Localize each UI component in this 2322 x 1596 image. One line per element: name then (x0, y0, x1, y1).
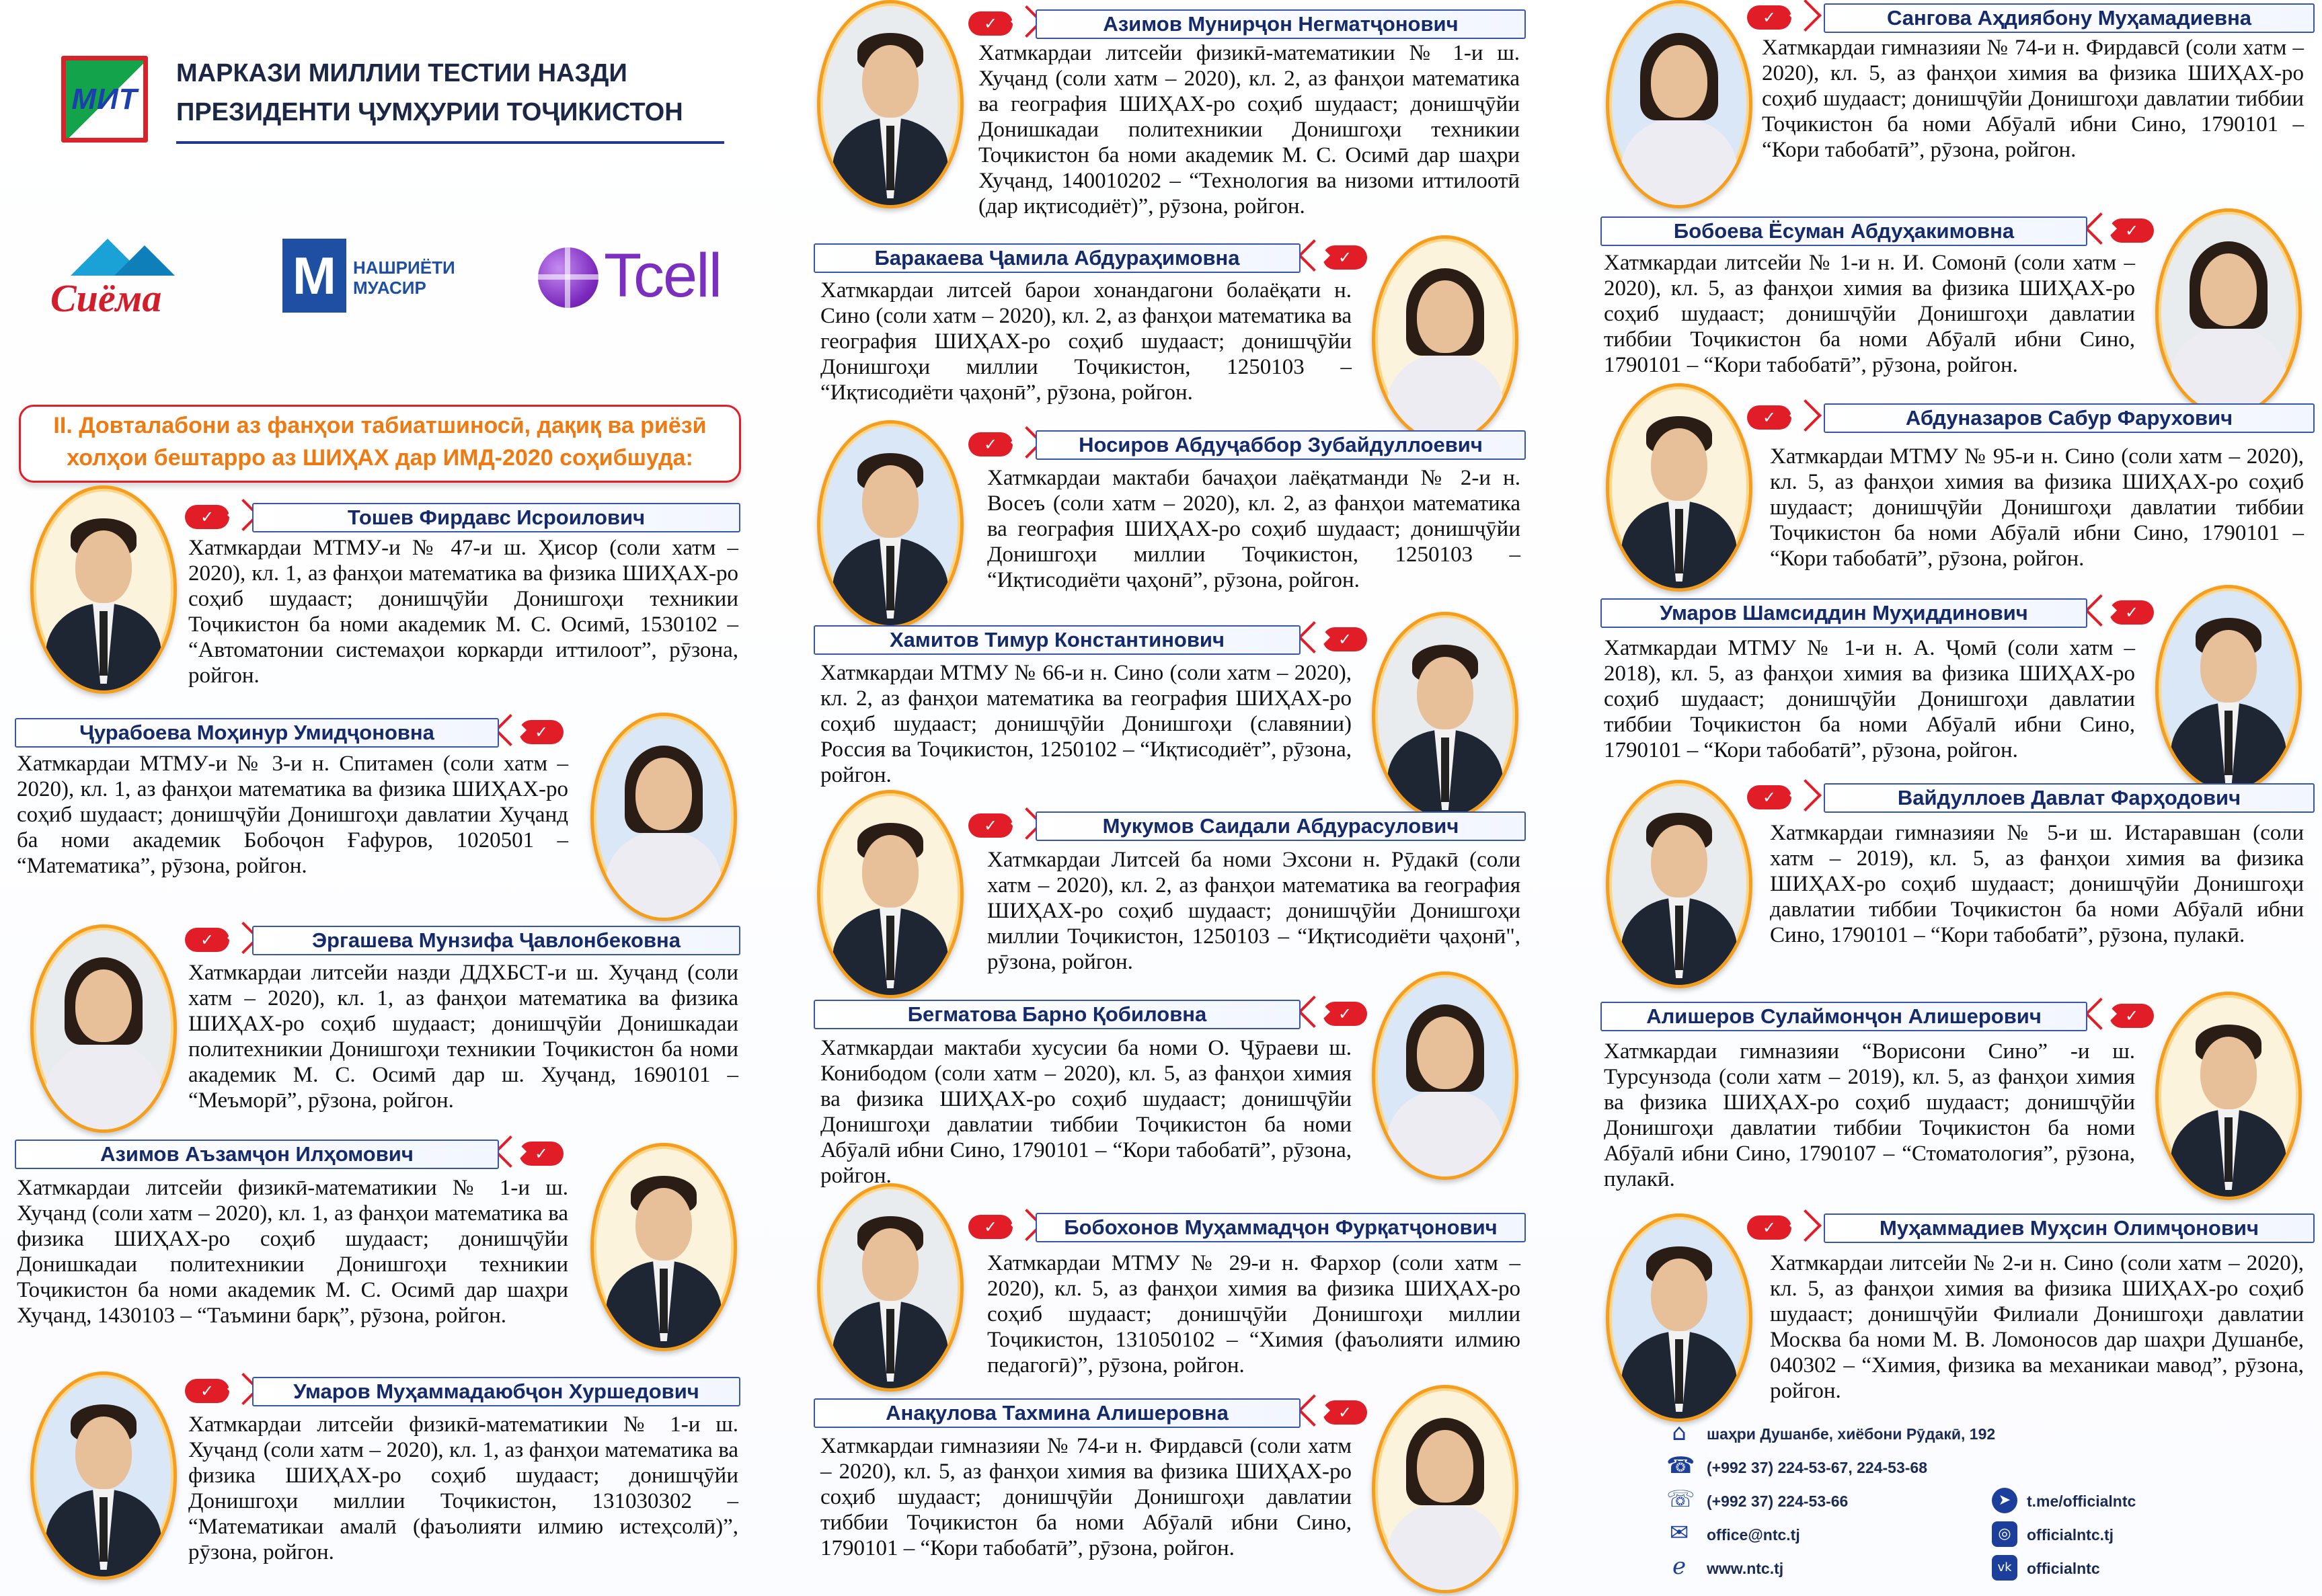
student-photo (1372, 971, 1518, 1180)
student-name: Муҳаммадиев Муҳсин Олимҷонович (1824, 1213, 2315, 1243)
student-name: Бобохонов Муҳаммадҷон Фурқатҷонович (1036, 1213, 1526, 1242)
organization-title (176, 54, 728, 132)
check-badge-icon (498, 1139, 564, 1167)
student-bio: Хатмкардаи литсейи физикӣ-математикии № 1-и ш. Хуҷанд (соли хатм – 2020), кл. 1, аз фанҳои математика ва физика ШИҲАХ-ро соҳиб шудааст; донишҷӯйи Донишкадаи политехникии Донишгоҳи техникии Тоҷикистон ба номи академик М. С. Осимӣ дар шаҳри Хуҷанд, 1430103 – “Таъмини барқ”, рӯзона, ройгон. (17, 1176, 568, 1328)
check-badge-icon (2088, 598, 2154, 626)
student-name: Баракаева Ҷамила Абдураҳимовна (814, 243, 1301, 273)
checkmark-icon: ✓ (2110, 218, 2154, 243)
student-bio: Хатмкардаи литсейи физикӣ-математикии № 1-и ш. Хуҷанд (соли хатм – 2020), кл. 1, аз фанҳои математика ва физика ШИҲАХ-ро соҳиб шудааст; донишҷӯйи Донишгоҳи миллии Тоҷикистон, 131030302 – “Математикаи амалӣ (фаъолияти илмию истеҳсолӣ)”, рӯзона, ройгон. (188, 1412, 738, 1564)
contact-instagram[interactable]: officialntc.tj (2027, 1526, 2114, 1544)
contact-phone-2: (+992 37) 224-53-66 (1707, 1492, 1849, 1510)
checkmark-icon: ✓ (185, 505, 229, 529)
sponsor-tcell-logo: Tcell (538, 241, 720, 315)
org-line-2: ПРЕЗИДЕНТИ ҶУМҲУРИИ ТОҶИКИСТОН (176, 98, 683, 126)
check-badge-icon (185, 925, 251, 953)
student-name: Азимов Мунирҷон Негматҷонович (1036, 9, 1526, 39)
student-bio: Хатмкардаи Литсей ба номи Эхсони н. Рӯдакӣ (соли хатм – 2020), кл. 2, аз фанҳои математика ва география ШИҲАХ-ро соҳиб шудааст; донишҷӯйи Донишгоҳи миллии Тоҷикистон, 1250103 – “Иқтисодиёти ҷаҳонӣ", рӯзона, ройгон. (987, 848, 1520, 974)
student-bio: Хатмкардаи литсейи назди ДДХБСТ-и ш. Хуҷанд (соли хатм – 2020), кл. 1, аз фанҳои математика ва физика ШИҲАХ-ро соҳиб шудааст; донишҷӯйи Донишкадаи политехникии Донишгоҳи техникии Тоҷикистон ба номи академик М. С. Осимӣ дар ш. Хуҷанд, 1690101 – “Меъморӣ”, рӯзона, ройгон. (188, 961, 738, 1113)
student-name: Носиров Абдуҷаббор Зубайдуллоевич (1036, 430, 1526, 460)
contact-vk[interactable]: officialntc (2027, 1560, 2100, 1577)
sponsor-siyoma-logo: Сиёма (50, 239, 178, 323)
student-photo (1606, 0, 1752, 208)
check-badge-icon (498, 717, 564, 746)
check-badge-icon (968, 1212, 1034, 1240)
checkmark-icon: ✓ (1323, 245, 1367, 270)
student-photo (817, 790, 964, 998)
student-photo (817, 1183, 964, 1392)
student-name: Умаров Муҳаммадаюбҷон Хуршедович (252, 1377, 740, 1406)
student-photo (2155, 585, 2302, 793)
checkmark-icon: ✓ (968, 432, 1013, 456)
check-badge-icon (185, 1376, 251, 1404)
check-badge-icon (2088, 216, 2154, 244)
checkmark-icon: ✓ (968, 11, 1013, 36)
checkmark-icon: ✓ (2110, 600, 2154, 625)
fax-icon: ☏ (1666, 1486, 1695, 1513)
checkmark-icon: ✓ (1323, 1002, 1367, 1026)
checkmark-icon: ✓ (519, 1142, 564, 1166)
student-name: Анақулова Тахмина Алишеровна (814, 1398, 1301, 1428)
student-bio: Хатмкардаи литсей барои хонандагони болаёқати н. Сино (соли хатм – 2020), кл. 2, аз фанҳои математика ва география ШИҲАХ-ро соҳиб шудааст; донишҷӯйи Донишгоҳи миллии Тоҷикистон, 1250103 – “Иқтисодиёти ҷаҳонӣ”, рӯзона, ройгон. (820, 278, 1352, 405)
checkmark-icon: ✓ (1747, 785, 1791, 809)
checkmark-icon: ✓ (1747, 1215, 1791, 1240)
checkmark-icon: ✓ (2110, 1004, 2154, 1028)
sponsor-nashriyot-logo: M НАШРИЁТИ МУАСИР (282, 239, 444, 316)
checkmark-icon: ✓ (968, 813, 1013, 838)
student-photo (1372, 235, 1518, 444)
student-bio: Хатмкардаи МТМУ-и № 47-и ш. Ҳисор (соли хатм – 2020), кл. 1, аз фанҳои математика ва физика ШИҲАХ-ро соҳиб шудааст; донишҷӯйи Донишгоҳи техникии Тоҷикистон ба номи академик М. С. Осимӣ, 1530102 – “Автоматонии системаҳои коркарди иттилоот”, рӯзона, ройгон. (188, 536, 738, 688)
section-heading: II. Довталабони аз фанҳои табиатшиносӣ, дақиқ ва риёзӣ холҳои бештарро аз ШИҲАХ дар ИМД-2020 соҳибшуда: (19, 405, 741, 483)
student-photo (30, 485, 177, 694)
contact-website[interactable]: www.ntc.tj (1707, 1560, 1784, 1577)
student-photo (1372, 612, 1518, 820)
check-badge-icon (1301, 625, 1367, 653)
student-name: Мукумов Саидали Абдурасулович (1036, 811, 1526, 841)
student-bio: Хатмкардаи МТМУ № 66-и н. Сино (соли хатм – 2020), кл. 2, аз фанҳои математика ва география ШИҲАХ-ро соҳиб шудааст; донишҷӯйи Донишгоҳи (славянии) Россия ва Тоҷикистон, 1250102 – “Иқтисодиёт”, рӯзона, ройгон. (820, 661, 1352, 787)
phone-icon: ☎ (1666, 1452, 1695, 1479)
check-badge-icon (1747, 783, 1813, 811)
student-photo (1606, 780, 1752, 988)
header-divider (176, 141, 724, 144)
student-photo (1606, 383, 1752, 592)
student-photo (1606, 1213, 1752, 1422)
student-name: Сангова Аҳдиябону Муҳамадиевна (1824, 3, 2315, 33)
checkmark-icon: ✓ (1747, 5, 1791, 30)
contact-email[interactable]: office@ntc.tj (1707, 1526, 1800, 1544)
student-photo (30, 924, 177, 1133)
contact-address: шаҳри Душанбе, хиёбони Рӯдакӣ, 192 (1707, 1425, 1996, 1443)
student-photo (817, 0, 964, 208)
check-badge-icon (1301, 243, 1367, 271)
checkmark-icon: ✓ (185, 928, 229, 952)
check-badge-icon (1301, 1398, 1367, 1426)
email-icon: ✉ (1669, 1519, 1689, 1546)
vk-icon: vk (1992, 1555, 2017, 1581)
student-name: Умаров Шамсиддин Муҳиддинович (1600, 598, 2087, 628)
checkmark-icon: ✓ (968, 1215, 1013, 1239)
student-name: Абдуназаров Сабур Фарухович (1824, 403, 2315, 433)
student-name: Эргашева Мунзифа Ҷавлонбековна (252, 926, 740, 955)
student-name: Тошев Фирдавс Исроилович (252, 503, 740, 532)
contact-telegram[interactable]: t.me/officialntc (2027, 1492, 2136, 1510)
check-badge-icon (968, 811, 1034, 839)
student-photo (2155, 208, 2302, 417)
student-photo (590, 1143, 737, 1351)
home-icon: ⌂ (1672, 1419, 1687, 1446)
student-bio: Хатмкардаи гимназияи “Ворисони Сино” -и ш. Турсунзода (соли хатм – 2019), кл. 5, аз фанҳои химия ва физика ШИҲАХ-ро соҳиб шудааст; донишҷӯйи Донишгоҳи давлатии тиббии Тоҷикистон ба номи Абӯалӣ ибни Сино, 1790107 – “Стоматология”, рӯзона, пулакӣ. (1604, 1039, 2135, 1191)
student-name: Хамитов Тимур Константинович (814, 625, 1301, 655)
checkmark-icon: ✓ (519, 720, 564, 744)
student-bio: Хатмкардаи гимназияи № 74-и н. Фирдавсӣ (соли хатм – 2020), кл. 5, аз фанҳои химия ва физика ШИҲАХ-ро соҳиб шудааст; донишҷӯйи Донишгоҳи давлатии тиббии Тоҷикистон ба номи Абӯалӣ ибни Сино, 1790101 – “Кори табобатӣ”, рӯзона, ройгон. (1762, 36, 2304, 162)
student-photo (817, 420, 964, 629)
student-bio: Хатмкардаи МТМУ-и № 3-и н. Спитамен (соли хатм – 2020), кл. 1, аз фанҳои математика ва физика ШИҲАХ-ро соҳиб шудааст; донишҷӯйи Донишгоҳи давлатии Хуҷанд ба номи академик Бобоҷон Ғафуров, 1020501 – “Математика”, рӯзона, ройгон. (17, 752, 568, 878)
check-badge-icon (968, 430, 1034, 458)
student-name: Алишеров Сулаймонҷон Алишерович (1600, 1002, 2087, 1031)
student-bio: Хатмкардаи гимназияи № 74-и н. Фирдавсӣ (соли хатм – 2020), кл. 5, аз фанҳои химия ва физика ШИҲАХ-ро соҳиб шудааст; донишҷӯйи Донишгоҳи давлатии тиббии Тоҷикистон ба номи Абӯалӣ ибни Сино, 1790101 – “Кори табобатӣ”, рӯзона, ройгон. (820, 1434, 1352, 1560)
contact-phone-1: (+992 37) 224-53-67, 224-53-68 (1707, 1459, 1927, 1476)
student-bio: Хатмкардаи гимназияи № 5-и ш. Истаравшан (соли хатм – 2019), кл. 5, аз фанҳои химия ва физика ШИҲАХ-ро соҳиб шудааст; донишҷӯйи Донишгоҳи давлатии тиббии Тоҷикистон ба номи Абӯалӣ ибни Сино, 1790101 – “Кори табобатӣ”, рӯзона, пулакӣ. (1770, 821, 2304, 947)
check-badge-icon (1301, 999, 1367, 1027)
checkmark-icon: ✓ (1747, 405, 1791, 430)
telegram-icon: ➤ (1992, 1488, 2017, 1513)
student-photo (30, 1371, 177, 1580)
checkmark-icon: ✓ (1323, 627, 1367, 651)
check-badge-icon (185, 502, 251, 530)
student-bio: Хатмкардаи мактаби бачаҳои лаёқатманди № 2-и н. Восеъ (соли хатм – 2020), кл. 2, аз фанҳои математика ва география ШИҲАХ-ро соҳиб шудааст; донишҷӯйи Донишгоҳи миллии Тоҷикистон, 1250103 – “Иқтисодиёти ҷаҳонӣ”, рӯзона, ройгон. (987, 466, 1520, 592)
instagram-icon: ◎ (1992, 1521, 2017, 1547)
check-badge-icon (1747, 1213, 1813, 1241)
checkmark-icon: ✓ (1323, 1400, 1367, 1425)
check-badge-icon (1747, 3, 1813, 31)
student-bio: Хатмкардаи МТМУ № 95-и н. Сино (соли хатм – 2020), кл. 5, аз фанҳои химия ва физика ШИҲАХ-ро соҳиб шудааст; донишҷӯйи Донишгоҳи давлатии тиббии Тоҷикистон ба номи Абӯалӣ ибни Сино, 1790101 – “Кори табобатӣ”, рӯзона, ройгон. (1770, 444, 2304, 571)
student-photo (1372, 1385, 1518, 1593)
logo-text: МИТ (71, 82, 138, 116)
check-badge-icon (968, 9, 1034, 37)
student-name: Бобоева Ёсуман Абдуҳакимовна (1600, 216, 2087, 246)
student-bio: Хатмкардаи литсейи № 1-и н. И. Сомонӣ (соли хатм – 2020), кл. 5, аз фанҳои химия ва физика ШИҲАХ-ро соҳиб шудааст; донишҷӯйи Донишгоҳи давлатии тиббии Тоҷикистон ба номи Абӯалӣ ибни Сино, 1790101 – “Кори табобатӣ”, рӯзона, ройгон. (1604, 251, 2135, 377)
student-bio: Хатмкардаи литсейи физикӣ-математикии № 1-и ш. Хуҷанд (соли хатм – 2020), кл. 2, аз фанҳои математика ва география ШИҲАХ-ро соҳиб шудааст; донишҷӯйи Донишкадаи политехникии Донишгоҳи техникии Тоҷикистон ба номи академик М. С. Осимӣ дар шаҳри Хуҷанд, 140010202 – “Технология ва низоми иттилоотӣ (дар иқтисодиёт)”, рӯзона, ройгон. (978, 41, 1520, 218)
website-icon: ℯ (1672, 1553, 1687, 1580)
student-bio: Хатмкардаи литсейи № 2-и н. Сино (соли хатм – 2020), кл. 5, аз фанҳои химия ва физика ШИҲАХ-ро соҳиб шудааст; донишҷӯйи Филиали Донишгоҳи давлатии Москва ба номи М. В. Ломоносов дар шаҳри Душанбе, 040302 – “Химия, физика ва механикаи мавод”, рӯзона, ройгон. (1770, 1251, 2304, 1403)
check-badge-icon (1747, 403, 1813, 431)
student-bio: Хатмкардаи мактаби хусусии ба номи О. Ҷӯраеви ш. Конибодом (соли хатм – 2020), кл. 5, аз фанҳои химия ва физика ШИҲАХ-ро соҳиб шудааст; донишҷӯйи Донишгоҳи давлатии тиббии Тоҷикистон ба номи Абӯалӣ ибни Сино, 1790101 – “Кори табобатӣ”, рӯзона, ройгон. (820, 1036, 1352, 1188)
student-photo (2155, 992, 2302, 1200)
org-line-1: МАРКАЗИ МИЛЛИИ ТЕСТИИ НАЗДИ (176, 59, 627, 87)
student-name: Ҷурабоева Моҳинур Умидҷоновна (15, 718, 499, 748)
student-name: Вайдуллоев Давлат Фарҳодович (1824, 783, 2315, 813)
student-photo (590, 713, 737, 921)
check-badge-icon (2088, 1001, 2154, 1029)
student-bio: Хатмкардаи МТМУ № 1-и н. А. Ҷомӣ (соли хатм – 2018), кл. 5, аз фанҳои химия ва физика ШИҲАХ-ро соҳиб шудааст; донишҷӯйи Донишгоҳи давлатии тиббии Тоҷикистон ба номи Абӯалӣ ибни Сино, 1790101 – “Кори табобатӣ”, рӯзона, ройгон. (1604, 636, 2135, 762)
ntc-logo (59, 54, 150, 145)
tcell-globe-icon (538, 247, 598, 308)
student-bio: Хатмкардаи МТМУ № 29-и н. Фархор (соли хатм – 2020), кл. 5, аз фанҳои химия ва физика ШИҲАХ-ро соҳиб шудааст; донишҷӯйи Донишгоҳи миллии Тоҷикистон, 131050102 – “Химия (фаъолияти илмию педагогӣ)”, рӯзона, ройгон. (987, 1251, 1520, 1378)
student-name: Бегматова Барно Қобиловна (814, 1000, 1301, 1029)
student-name: Азимов Аъзамҷон Илҳомович (15, 1140, 499, 1169)
checkmark-icon: ✓ (185, 1379, 229, 1403)
